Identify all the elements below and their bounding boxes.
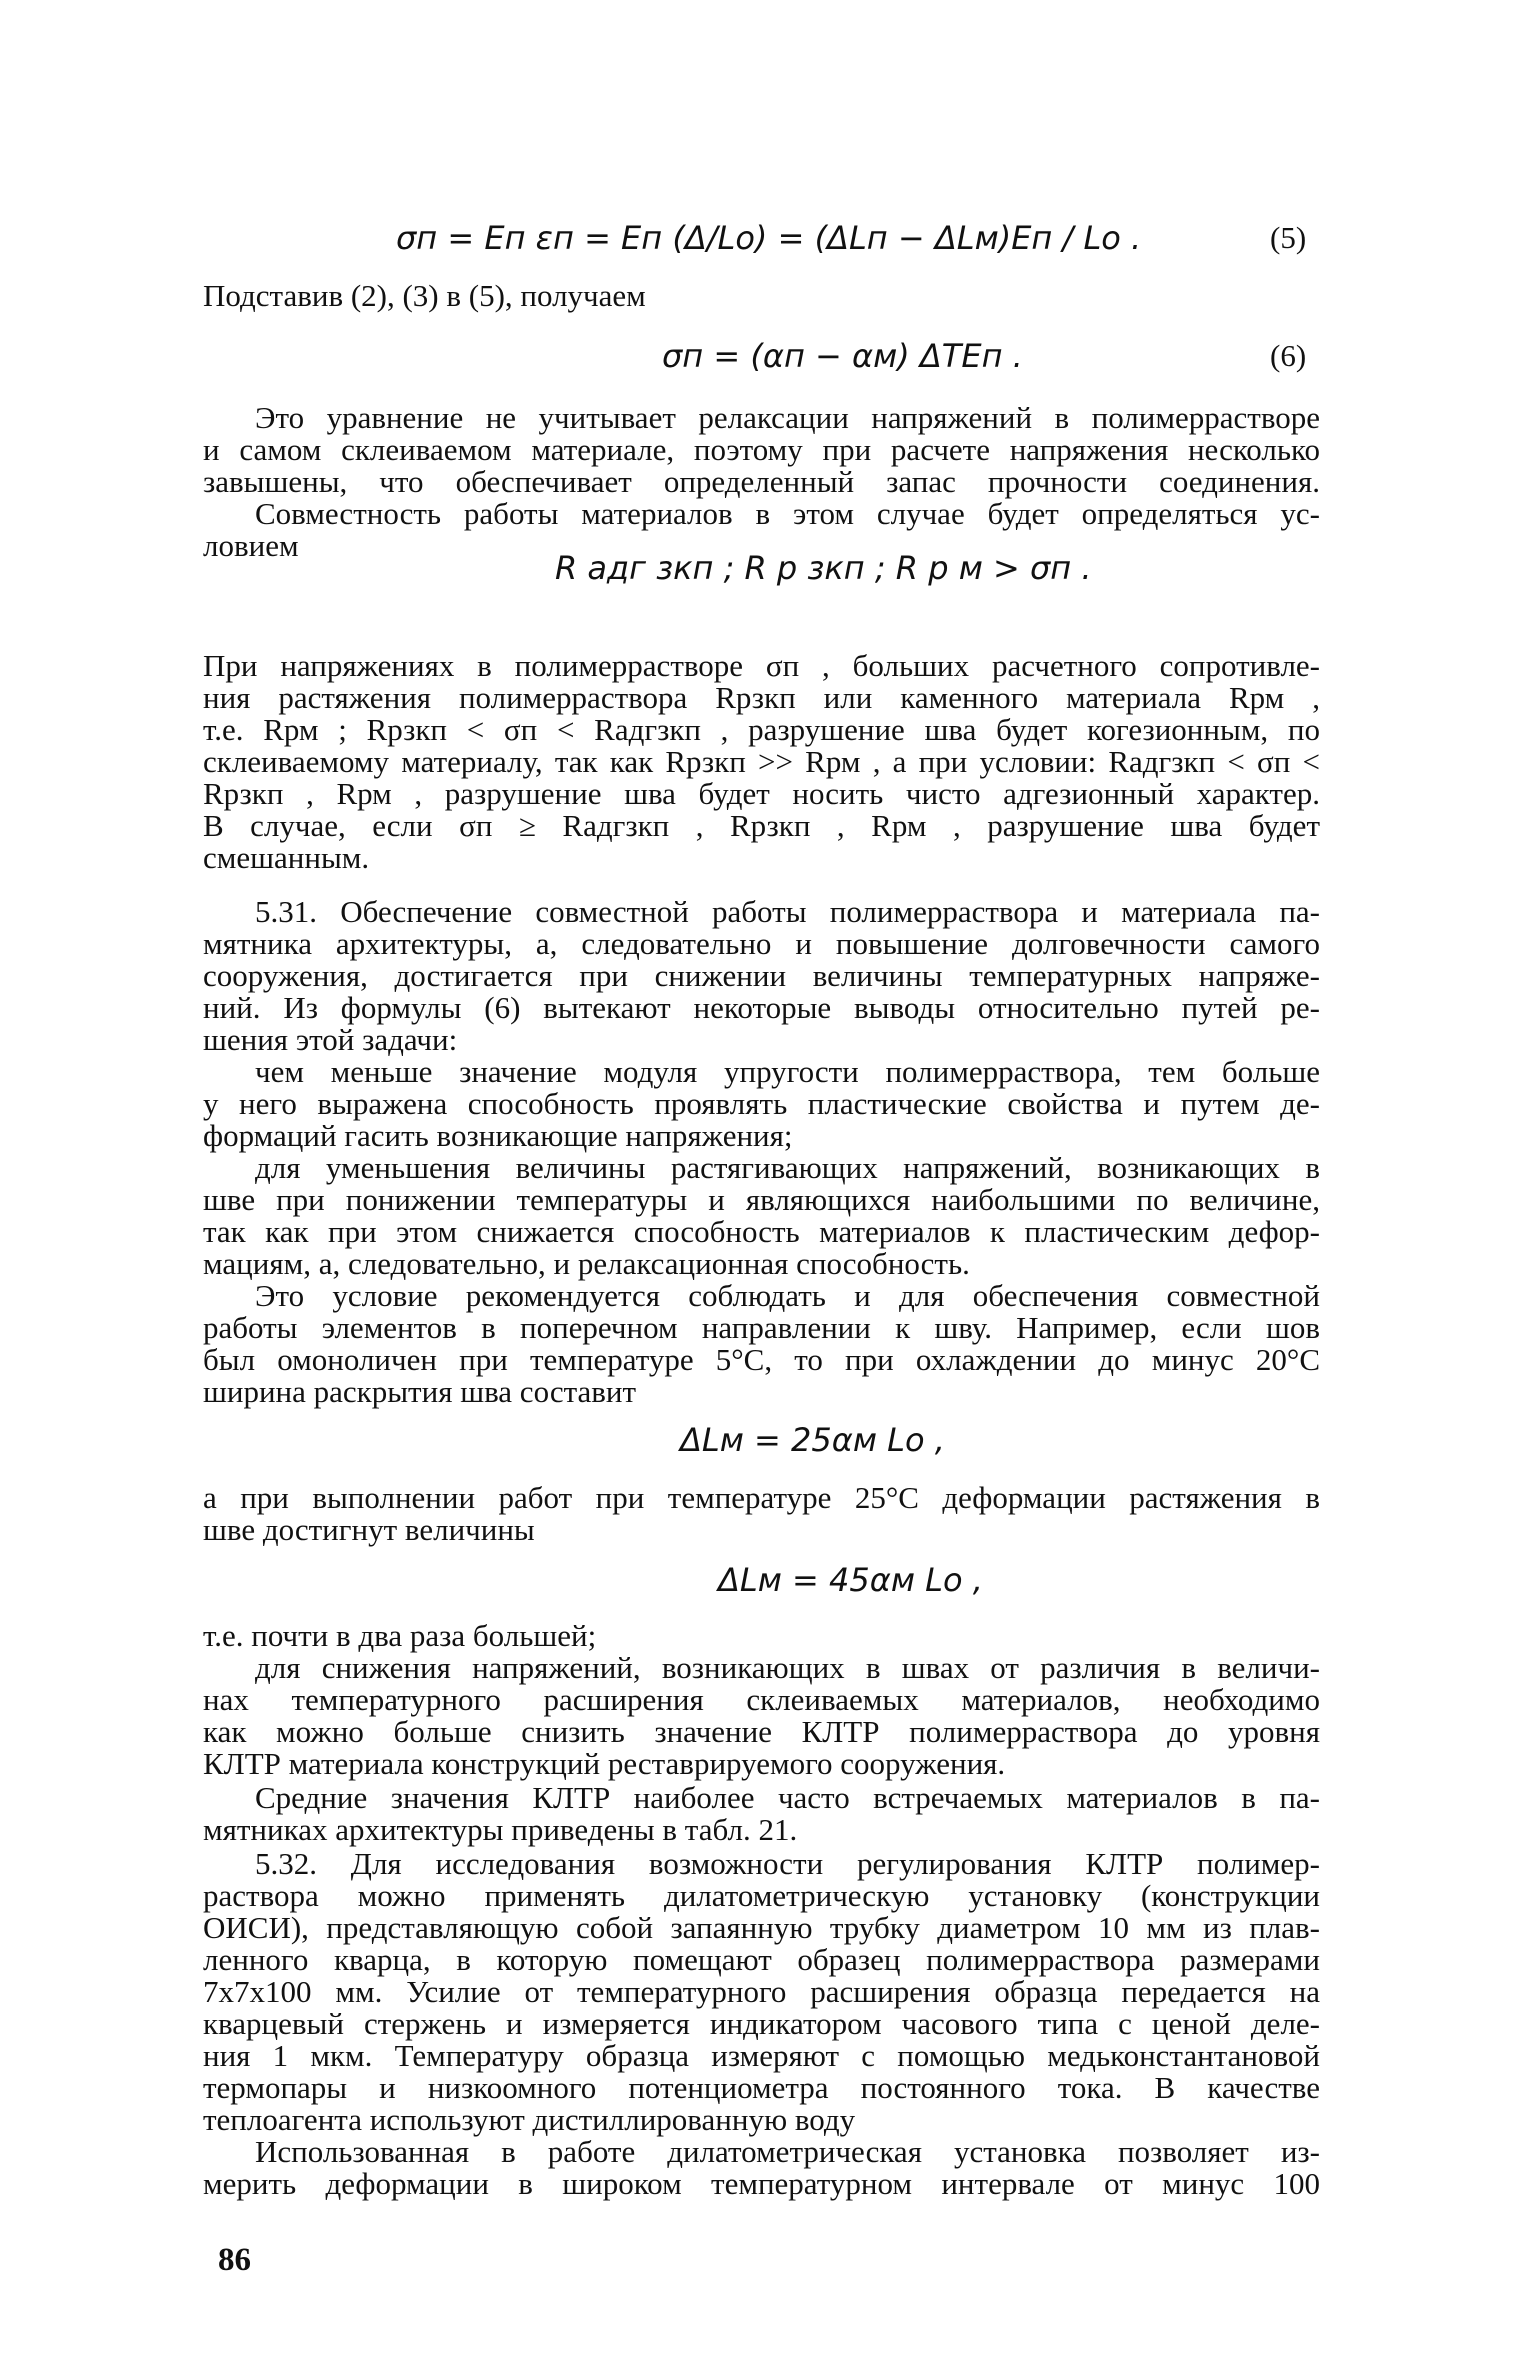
text-line: Это условие рекомендуется соблюдать и для обеспечения совместной: [255, 1278, 1320, 1313]
page-number: 86: [218, 2242, 251, 2278]
text-line: ния 1 мкм. Температуру образца измеряют с помощью медьконстантановой: [203, 2038, 1320, 2073]
text-line: формаций гасить возникающие напряжения;: [203, 1118, 793, 1153]
text-line: раствора можно применять дилатометрическую установку (конструкции: [203, 1878, 1320, 1913]
section-5-32-heading-line: 5.32. Для исследования возможности регулирования КЛТР полимер-: [255, 1846, 1320, 1881]
text-line: В случае, если σп ≥ Rадгзкп , Rрзкп , Rрм , разрушение шва будет: [203, 808, 1320, 843]
text-line: мерить деформации в широком температурном интервале от минус 100: [203, 2166, 1320, 2201]
text-line: КЛТР материала конструкций реставрируемого сооружения.: [203, 1746, 1006, 1781]
equation-delta-l-25: ΔLм = 25αм Lo ,: [680, 1421, 945, 1459]
text-line: чем меньше значение модуля упругости полимерраствора, тем больше: [255, 1054, 1320, 1089]
text-line: для снижения напряжений, возникающих в швах от различия в величи-: [255, 1650, 1320, 1685]
equation-delta-l-45: ΔLм = 45αм Lo ,: [718, 1561, 983, 1599]
equation-6: σп = (αп − αм) ΔTEп .: [662, 337, 1023, 375]
text-line: у него выражена способность проявлять пластические свойства и путем де-: [203, 1086, 1320, 1121]
text-line: Средние значения КЛТР наиболее часто встречаемых материалов в па-: [255, 1780, 1320, 1815]
equation-5: σп = Eп εп = Eп (Δ/Lo) = (ΔLп − ΔLм)Eп / Lo .: [396, 219, 1142, 257]
text-line: смешанным.: [203, 840, 370, 875]
text-line: шве при понижении температуры и являющихся наибольшими по величине,: [203, 1182, 1320, 1217]
text-line: так как при этом снижается способность материалов к пластическим дефор-: [203, 1214, 1320, 1249]
text-line: шве достигнут величины: [203, 1512, 535, 1547]
text-line: т.е. почти в два раза большей;: [203, 1618, 597, 1653]
text-line: был омоноличен при температуре 5°С, то при охлаждении до минус 20°С: [203, 1342, 1320, 1377]
text-line: ния растяжения полимерраствора Rрзкп или каменного материала Rрм ,: [203, 680, 1320, 715]
section-5-31-heading-line: 5.31. Обеспечение совместной работы полимерраствора и материала па-: [255, 894, 1320, 929]
text-line: ширина раскрытия шва составит: [203, 1374, 637, 1409]
text-line: ловием: [203, 528, 299, 563]
text-line: работы элементов в поперечном направлении к шву. Например, если шов: [203, 1310, 1320, 1345]
text-line: т.е. Rрм ; Rрзкп < σп < Rадгзкп , разрушение шва будет когезионным, по: [203, 712, 1320, 747]
text-line: кварцевый стержень и измеряется индикатором часового типа с ценой деле-: [203, 2006, 1320, 2041]
text-line: 7х7х100 мм. Усилие от температурного расширения образца передается на: [203, 1974, 1320, 2009]
text-line: Использованная в работе дилатометрическая установка позволяет из-: [255, 2134, 1320, 2169]
text-line: и самом склеиваемом материале, поэтому при расчете напряжения несколько: [203, 432, 1320, 467]
text-line: Подставив (2), (3) в (5), получаем: [203, 278, 646, 313]
equation-6-number: (6): [1270, 338, 1307, 373]
text-line: мятниках архитектуры приведены в табл. 21.: [203, 1812, 798, 1847]
text-line: ленного кварца, в которую помещают образец полимерраствора размерами: [203, 1942, 1320, 1977]
text-line: При напряжениях в полимеррастворе σп , больших расчетного сопротивле-: [203, 648, 1320, 683]
text-line: теплоагента используют дистиллированную воду: [203, 2102, 856, 2137]
text-line: Совместность работы материалов в этом случае будет определяться ус-: [255, 496, 1320, 531]
equation-5-number: (5): [1270, 220, 1307, 255]
text-line: сооружения, достигается при снижении величины температурных напряже-: [203, 958, 1320, 993]
text-line: ОИСИ), представляющую собой запаянную трубку диаметром 10 мм из плав-: [203, 1910, 1320, 1945]
text-line: Это уравнение не учитывает релаксации напряжений в полимеррастворе: [255, 400, 1320, 435]
text-line: а при выполнении работ при температуре 25°С деформации растяжения в: [203, 1480, 1320, 1515]
equation-condition: R адг зкп ; R р зкп ; R р м > σп .: [555, 549, 1092, 587]
text-line: термопары и низкоомного потенциометра постоянного тока. В качестве: [203, 2070, 1320, 2105]
text-line: мациям, а, следовательно, и релаксационная способность.: [203, 1246, 970, 1281]
text-line: как можно больше снизить значение КЛТР полимерраствора до уровня: [203, 1714, 1320, 1749]
text-line: мятника архитектуры, а, следовательно и повышение долговечности самого: [203, 926, 1320, 961]
text-line: нах температурного расширения склеиваемых материалов, необходимо: [203, 1682, 1320, 1717]
text-line: Rрзкп , Rрм , разрушение шва будет носить чисто адгезионный характер.: [203, 776, 1320, 811]
text-line: шения этой задачи:: [203, 1022, 458, 1057]
text-line: ний. Из формулы (6) вытекают некоторые выводы относительно путей ре-: [203, 990, 1320, 1025]
text-line: завышены, что обеспечивает определенный запас прочности соединения.: [203, 464, 1320, 499]
text-line: для уменьшения величины растягивающих напряжений, возникающих в: [255, 1150, 1320, 1185]
text-line: склеиваемому материалу, так как Rрзкп >> Rрм , а при условии: Rадгзкп < σп <: [203, 744, 1320, 779]
